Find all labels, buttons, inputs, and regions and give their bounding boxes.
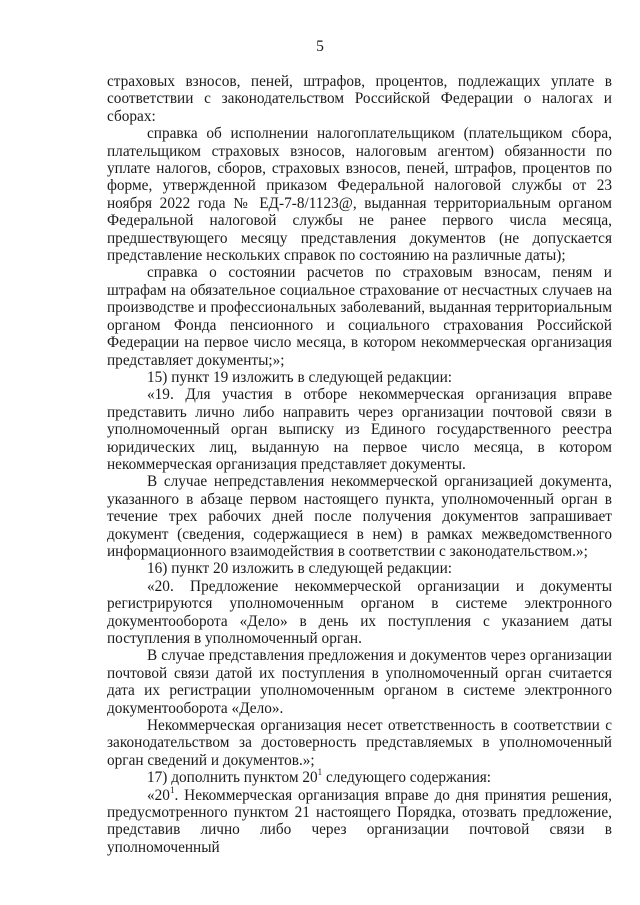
paragraph-item-20-1 xyxy=(107,784,612,857)
paragraph: Некоммерческая организация несет ответственность в соответствии с законодательством за достоверность представляемых в уполномоченный орган сведений и документов.»; xyxy=(107,717,612,769)
superscript: 1 xyxy=(317,767,323,778)
superscript: 1 xyxy=(169,784,175,795)
paragraph: страховых взносов, пеней, штрафов, процентов, подлежащих уплате в соответствии с законодательством Российской Федерации о налогах и сборах: xyxy=(107,73,612,125)
item-17-text: 17) дополнить пунктом 20 xyxy=(147,769,318,787)
paragraph: «19. Для участия в отборе некоммерческая организация вправе представить лично либо направить через организации почтовой связи в уполномоченный орган выписку из Единого государственного реестра юридических лиц, выданную на первое число месяца, в котором некоммерческая организация представляет документы. xyxy=(107,386,612,473)
paragraph: «20. Предложение некоммерческой организации и документы регистрируются уполномоченным органом в системе электронного документооборота «Дело» в день их поступления с указанием даты поступления в уполномоченный орган. xyxy=(107,577,612,647)
document-body xyxy=(107,73,612,856)
paragraph: справка об исполнении налогоплательщиком (плательщиком сбора, плательщиком страховых взносов, налоговым агентом) обязанности по уплате налогов, сборов, страховых взносов, пеней, штрафов, процентов по форме, утвержденной приказом Федеральной налоговой службы от 23 ноября 2022 года № ЕД-7-8/1123@, выданная территориальным органом Федеральной налоговой службы не ранее первого числа месяца, предшествующего месяцу представления документов (не допускается представление нескольких справок по состоянию на различные даты); xyxy=(107,125,612,265)
item-20-1-number: «20 xyxy=(147,786,170,804)
paragraph: 16) пункт 20 изложить в следующей редакции: xyxy=(147,560,453,578)
paragraph: В случае непредставления некоммерческой организацией документа, указанного в абзаце первом настоящего пункта, уполномоченный орган в течение трех рабочих дней после получения документов запрашивает документ (сведения, содержащиеся в нем) в рамках межведомственного информационного взаимодействия в соответствии с законодательством.»; xyxy=(107,473,612,560)
paragraph: справка о состоянии расчетов по страховым взносам, пеням и штрафам на обязательное социальное страхование от несчастных случаев на производстве и профессиональных заболеваний, выданная территориальным органом Фонда пенсионного и социального страхования Российской Федерации на первое число месяца, в котором некоммерческая организация представляет документы;»; xyxy=(107,264,612,369)
item-17-text-end: следующего содержания: xyxy=(322,769,492,787)
paragraph-item-17 xyxy=(107,769,612,786)
paragraph: 15) пункт 19 изложить в следующей редакции: xyxy=(147,368,453,386)
item-20-1-text: . Некоммерческая организация вправе до дня принятия решения, предусмотренного пунктом 21 настоящего Порядка, отозвать предложение, представив лично либо через организации почтовой связи в уполномоченный xyxy=(107,786,612,856)
page-number: 5 xyxy=(316,38,324,55)
paragraph: В случае представления предложения и документов через организации почтовой связи датой их поступления в уполномоченный орган считается дата их регистрации уполномоченным органом в системе электронного документооборота «Дело». xyxy=(107,647,612,717)
